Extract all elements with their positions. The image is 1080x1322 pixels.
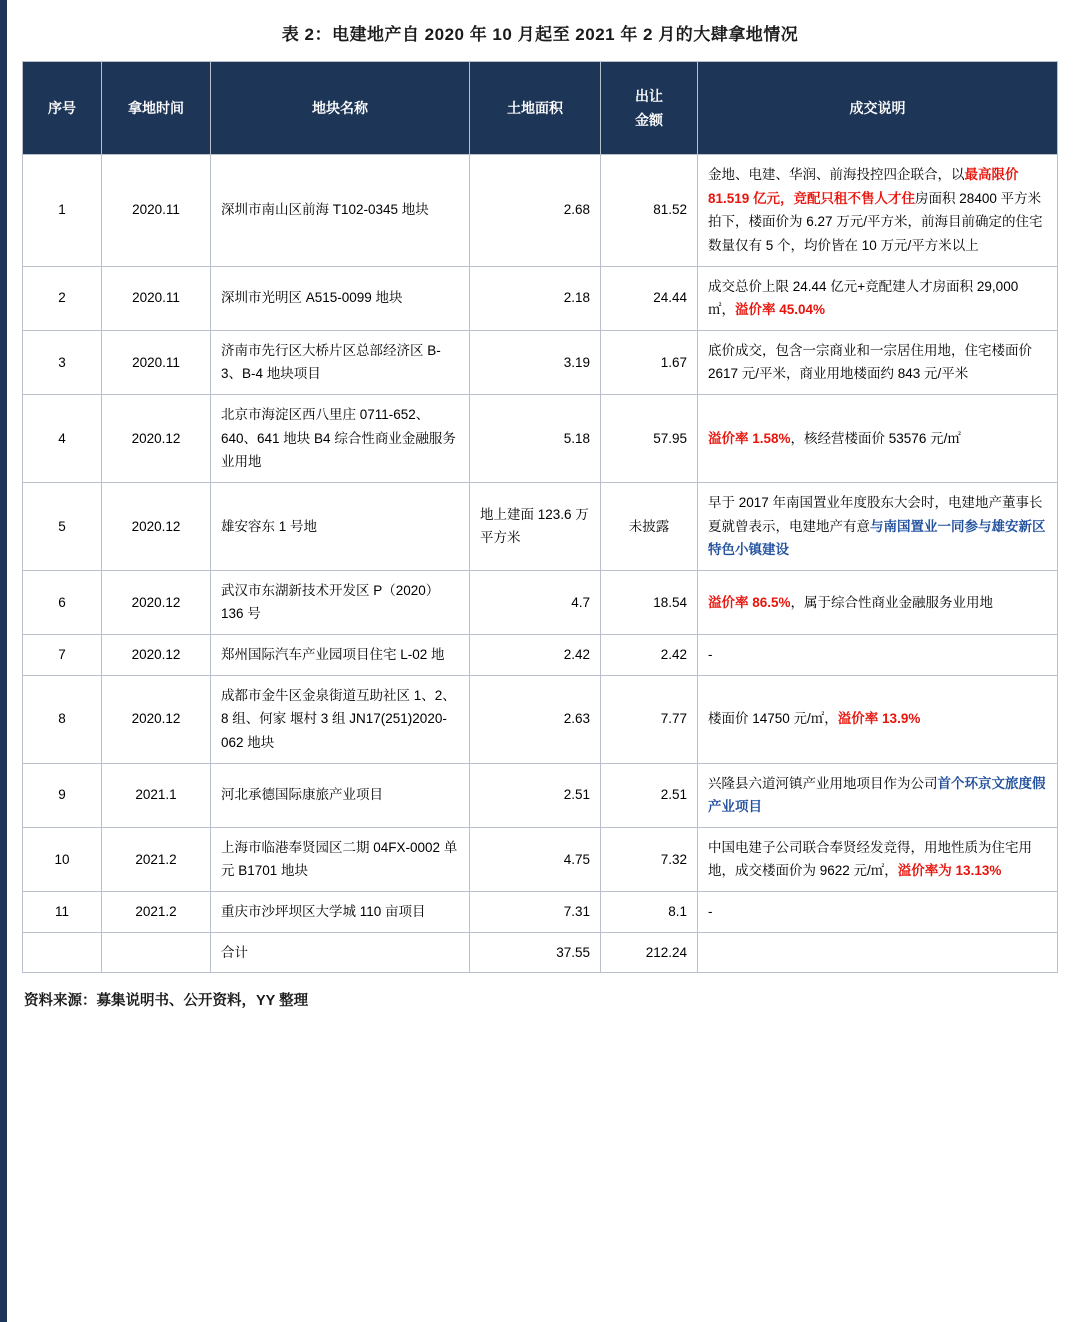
description-segment: 早于 2017 年南国置业年度股东大会时，电建地产董事长夏就曾表示，电建地产有意 [708, 494, 1043, 534]
cell-index: 1 [23, 155, 102, 267]
cell-index: 11 [23, 892, 102, 933]
cell-date: 2020.12 [102, 635, 211, 676]
description-segment: 与南国置业一同参与雄安新区特色小镇建设 [708, 518, 1046, 558]
cell-description [698, 266, 1058, 330]
cell-plot-name: 武汉市东湖新技术开发区 P（2020）136 号 [211, 570, 470, 634]
cell-date: 2020.12 [102, 395, 211, 483]
cell-date: 2020.12 [102, 482, 211, 570]
cell-description [698, 635, 1058, 676]
cell-land-area: 4.75 [470, 827, 601, 891]
cell-total-amount: 212.24 [601, 932, 698, 973]
cell-total-description [698, 932, 1058, 973]
table-total-row [23, 932, 1058, 973]
cell-total-date [102, 932, 211, 973]
table-row [23, 155, 1058, 267]
cell-land-area: 2.42 [470, 635, 601, 676]
cell-date: 2020.11 [102, 330, 211, 394]
cell-plot-name: 郑州国际汽车产业园项目住宅 L-02 地 [211, 635, 470, 676]
table-row [23, 570, 1058, 634]
cell-plot-name: 深圳市南山区前海 T102-0345 地块 [211, 155, 470, 267]
table-row [23, 675, 1058, 763]
cell-land-area: 2.18 [470, 266, 601, 330]
cell-land-area: 地上建面 123.6 万平方米 [470, 482, 601, 570]
cell-index: 8 [23, 675, 102, 763]
description-segment: 房面积 28400 平方米拍下，楼面价为 6.27 万元/平方米，前海目前确定的住宅数量仅有 5 个，均价皆在 10 万元/平方米以上 [708, 190, 1043, 253]
cell-description [698, 892, 1058, 933]
cell-index: 10 [23, 827, 102, 891]
cell-amount: 24.44 [601, 266, 698, 330]
cell-index: 2 [23, 266, 102, 330]
column-header-plot-name: 地块名称 [211, 62, 470, 155]
cell-description [698, 395, 1058, 483]
description-segment: 首个环京文旅度假产业项目 [708, 775, 1046, 815]
table-row [23, 635, 1058, 676]
column-header-date: 拿地时间 [102, 62, 211, 155]
cell-plot-name: 济南市先行区大桥片区总部经济区 B-3、B-4 地块项目 [211, 330, 470, 394]
cell-date: 2021.1 [102, 763, 211, 827]
cell-plot-name: 上海市临港奉贤园区二期 04FX-0002 单元 B1701 地块 [211, 827, 470, 891]
cell-index: 4 [23, 395, 102, 483]
table-row [23, 827, 1058, 891]
table-row [23, 330, 1058, 394]
table-title: 表 2：电建地产自 2020 年 10 月起至 2021 年 2 月的大肆拿地情况 [281, 25, 799, 44]
header-row [23, 62, 1058, 155]
cell-index: 5 [23, 482, 102, 570]
description-segment: 底价成交，包含一宗商业和一宗居住用地，住宅楼面价 2617 元/平米，商业用地楼面约 843 元/平米 [708, 342, 1032, 382]
description-segment: 溢价率 13.9% [837, 711, 921, 727]
description-segment: 成交总价上限 24.44 亿元+竞配建人才房面积 29,000 ㎡， [708, 278, 1019, 318]
cell-plot-name: 雄安容东 1 号地 [211, 482, 470, 570]
cell-total-index [23, 932, 102, 973]
source-note: 资料来源：募集说明书、公开资料，YY 整理 [24, 993, 309, 1010]
cell-description [698, 330, 1058, 394]
left-accent-bar [0, 0, 7, 1322]
cell-amount: 8.1 [601, 892, 698, 933]
table-row [23, 266, 1058, 330]
cell-plot-name: 重庆市沙坪坝区大学城 110 亩项目 [211, 892, 470, 933]
land-acquisition-table [22, 61, 1058, 973]
cell-description [698, 763, 1058, 827]
cell-amount: 7.32 [601, 827, 698, 891]
description-segment: 溢价率为 13.13% [897, 863, 1002, 879]
cell-land-area: 4.7 [470, 570, 601, 634]
cell-land-area: 2.68 [470, 155, 601, 267]
column-header-description: 成交说明 [698, 62, 1058, 155]
description-segment: - [708, 647, 713, 662]
description-segment: 兴隆县六道河镇产业用地项目作为公司 [708, 775, 938, 791]
description-segment: - [708, 904, 713, 919]
description-segment: 金地、电建、华润、前海投控四企联合，以 [708, 167, 965, 182]
cell-description [698, 827, 1058, 891]
table-body [23, 155, 1058, 973]
cell-description [698, 482, 1058, 570]
cell-amount: 7.77 [601, 675, 698, 763]
cell-total-land-area: 37.55 [470, 932, 601, 973]
description-segment: 中国电建子公司联合奉贤经发竞得，用地性质为住宅用地，成交楼面价为 9622 元/㎡， [708, 839, 1032, 879]
cell-description [698, 155, 1058, 267]
column-header-amount-line1: 出让 [635, 87, 663, 104]
cell-index: 7 [23, 635, 102, 676]
table-row [23, 892, 1058, 933]
cell-description [698, 570, 1058, 634]
cell-land-area: 2.63 [470, 675, 601, 763]
column-header-amount-line2: 金额 [635, 112, 663, 128]
cell-index: 9 [23, 763, 102, 827]
description-segment: 楼面价 14750 元/㎡， [708, 711, 838, 727]
cell-index: 3 [23, 330, 102, 394]
cell-date: 2020.11 [102, 266, 211, 330]
cell-amount: 1.67 [601, 330, 698, 394]
description-segment: 溢价率 1.58% [708, 430, 791, 446]
cell-land-area: 7.31 [470, 892, 601, 933]
cell-land-area: 3.19 [470, 330, 601, 394]
table-row [23, 395, 1058, 483]
cell-index: 6 [23, 570, 102, 634]
table-row [23, 763, 1058, 827]
cell-date: 2021.2 [102, 892, 211, 933]
cell-amount: 未披露 [601, 482, 698, 570]
description-segment: ，属于综合性商业金融服务业用地 [790, 594, 994, 610]
cell-amount: 2.51 [601, 763, 698, 827]
cell-amount: 81.52 [601, 155, 698, 267]
cell-amount: 18.54 [601, 570, 698, 634]
cell-plot-name: 河北承德国际康旅产业项目 [211, 763, 470, 827]
cell-date: 2020.12 [102, 570, 211, 634]
table-row [23, 482, 1058, 570]
cell-plot-name: 成都市金牛区金泉街道互助社区 1、2、8 组、何家 堰村 3 组 JN17(251)2020- 062 地块 [211, 675, 470, 763]
cell-date: 2021.2 [102, 827, 211, 891]
cell-date: 2020.12 [102, 675, 211, 763]
cell-plot-name: 北京市海淀区西八里庄 0711-652、640、641 地块 B4 综合性商业金融服务业用地 [211, 395, 470, 483]
column-header-index: 序号 [23, 62, 102, 155]
cell-description [698, 675, 1058, 763]
cell-date: 2020.11 [102, 155, 211, 267]
cell-plot-name: 深圳市光明区 A515-0099 地块 [211, 266, 470, 330]
description-segment: 溢价率 45.04% [735, 302, 826, 318]
cell-amount: 2.42 [601, 635, 698, 676]
column-header-amount [601, 62, 698, 155]
column-header-land-area: 土地面积 [470, 62, 601, 155]
cell-land-area: 5.18 [470, 395, 601, 483]
cell-total-label: 合计 [211, 932, 470, 973]
table-header [23, 62, 1058, 155]
cell-land-area: 2.51 [470, 763, 601, 827]
description-segment: 溢价率 86.5% [708, 594, 791, 610]
description-segment: ，核经营楼面价 53576 元/㎡ [790, 430, 961, 446]
cell-amount: 57.95 [601, 395, 698, 483]
description-segment: 最高限价 81.519 亿元，竞配只租不售人才住 [708, 167, 1019, 206]
table-container [0, 61, 1080, 973]
